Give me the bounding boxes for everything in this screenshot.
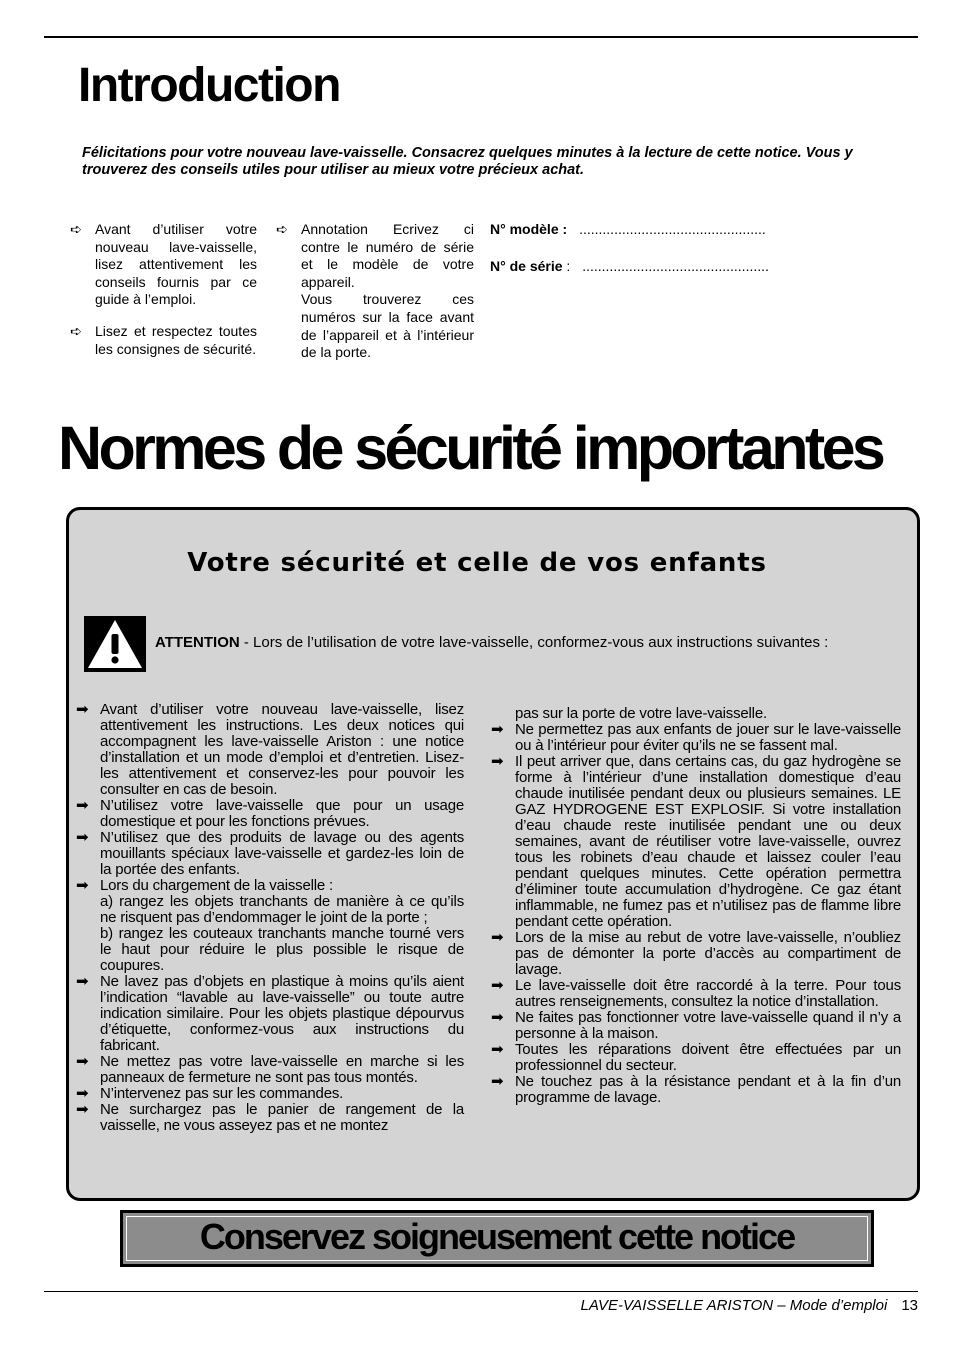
serial-label: N° de série <box>490 258 563 274</box>
safety-item <box>76 798 464 830</box>
intro-annotation <box>276 221 474 291</box>
safety-box-heading: Votre sécurité et celle de vos enfants <box>187 548 767 578</box>
keep-notice-text: Conservez soigneusement cette notice <box>199 1216 795 1257</box>
safety-item-text: Lors du chargement de la vaisselle : <box>100 877 333 894</box>
intro-bullet <box>70 221 257 309</box>
safety-item <box>491 722 901 754</box>
intro-bullet-text: Lisez et respectez toutes les consignes de sécurité. <box>95 322 257 357</box>
loading-step-a: a) rangez les objets tranchants de manière à ce qu’ils ne risquent pas d’endommager le joint de la porte ; <box>100 893 464 926</box>
safety-list-left <box>76 702 464 1134</box>
attention-label: ATTENTION <box>155 634 240 651</box>
arrow-right-icon: ➡ <box>491 1073 504 1090</box>
safety-item-text: Ne surchargez pas le panier de rangement de la vaisselle, ne vous asseyez pas et ne montez <box>100 1101 464 1134</box>
model-dots: ................................................ <box>579 221 766 237</box>
arrow-right-icon: ➡ <box>491 929 504 946</box>
attention-notice <box>155 634 875 652</box>
safety-item-text: Le lave-vaisselle doit être raccordé à la terre. Pour tous autres renseignements, consultez la notice d’installation. <box>515 977 901 1010</box>
bottom-rule <box>44 1291 918 1292</box>
page-footer <box>580 1297 918 1314</box>
serial-dots: ................................................ <box>582 258 769 274</box>
safety-item <box>491 1042 901 1074</box>
safety-item <box>76 974 464 1054</box>
safety-item <box>76 702 464 798</box>
arrow-right-icon: ➡ <box>76 877 89 894</box>
arrow-right-icon: ➡ <box>76 829 89 846</box>
top-rule <box>44 36 918 38</box>
safety-item-text: Ne faites pas fonctionner votre lave-vaisselle quand il n’y a personne à la maison. <box>515 1009 901 1042</box>
arrow-right-icon: ➡ <box>76 973 89 990</box>
intro-column-1 <box>70 221 257 358</box>
safety-continuation: pas sur la porte de votre lave-vaisselle. <box>515 705 767 722</box>
safety-item-text: Ne permettez pas aux enfants de jouer sur le lave-vaisselle ou à l’intérieur pour éviter qu’ils ne se fassent mal. <box>515 721 901 754</box>
arrow-right-icon: ➡ <box>491 1041 504 1058</box>
loading-step-b: b) rangez les couteaux tranchants manche tourné vers le haut pour réduire le plus possible le risque de coupures. <box>100 925 464 974</box>
intro-bullet <box>70 323 257 358</box>
annotation-text-2: Vous trouverez ces numéros sur la face avant de l’appareil et à l’intérieur de la porte. <box>301 291 474 361</box>
safety-item <box>76 1054 464 1086</box>
safety-item <box>76 1086 464 1102</box>
arrow-right-icon: ➡ <box>76 1101 89 1118</box>
safety-item-text: Ne touchez pas à la résistance pendant et à la fin d’un programme de lavage. <box>515 1073 901 1106</box>
safety-item-text: Ne mettez pas votre lave-vaisselle en marche si les panneaux de fermeture ne sont pas tous montés. <box>100 1053 464 1086</box>
safety-item-text: Lors de la mise au rebut de votre lave-vaisselle, n’oubliez pas de démonter la porte d’accès au compartiment de lavage. <box>515 929 901 978</box>
hand-arrow-icon: ➪ <box>70 221 82 237</box>
hand-arrow-icon: ➪ <box>70 322 82 339</box>
safety-item <box>491 1010 901 1042</box>
arrow-right-icon: ➡ <box>491 977 504 994</box>
intro-column-2 <box>276 221 474 362</box>
footer-title: LAVE-VAISSELLE ARISTON – Mode d’emploi <box>580 1297 888 1314</box>
arrow-right-icon: ➡ <box>76 1085 89 1102</box>
safety-item-text: Il peut arriver que, dans certains cas, du gaz hydrogène se forme à l’intérieur d’une installation domestique d’eau chaude inutilisée pendant deux ou plusieurs semaines. LE GAZ HYDROGENE EST EXPLOSIF. Si votre installation d’eau chaude reste inutilisée pendant une ou deux semaines, avant de réutiliser votre lave-vaisselle, ouvrez tous les robinets d’eau chaude et laissez couler l’eau pendant quelques minutes. Cette opération permettra d’éliminer toute accumulation d’hydrogène. Ce gaz étant inflammable, ne fumez pas et n’utilisez pas de flamme libre pendant cette opération. <box>515 753 901 930</box>
intro-lead: Félicitations pour votre nouveau lave-vaisselle. Consacrez quelques minutes à la lecture de cette notice. Vous y trouverez des conseils utiles pour utiliser au mieux votre précieux achat. <box>82 145 853 178</box>
safety-item <box>76 878 464 894</box>
arrow-right-icon: ➡ <box>76 701 89 718</box>
section-title: Normes de sécurité importantes <box>58 414 883 482</box>
model-label: N° modèle : <box>490 221 568 237</box>
safety-item <box>76 830 464 878</box>
page-number: 13 <box>901 1297 918 1314</box>
arrow-right-icon: ➡ <box>491 753 504 770</box>
serial-colon: : <box>562 258 571 274</box>
safety-item-text: N’utilisez votre lave-vaisselle que pour un usage domestique et pour les fonctions prévues. <box>100 797 464 830</box>
safety-item-text: Toutes les réparations doivent être effectuées par un professionnel du secteur. <box>515 1041 901 1074</box>
safety-item <box>491 930 901 978</box>
arrow-right-icon: ➡ <box>76 797 89 814</box>
attention-text: - Lors de l’utilisation de votre lave-vaisselle, conformez-vous aux instructions suivantes : <box>239 634 829 651</box>
safety-item-text: N’intervenez pas sur les commandes. <box>100 1085 344 1102</box>
safety-item <box>491 978 901 1010</box>
arrow-right-icon: ➡ <box>491 1009 504 1026</box>
model-number-line <box>490 221 766 237</box>
safety-item-text: Avant d’utiliser votre nouveau lave-vaisselle, lisez attentivement les instructions. Les deux notices qui accompagnent les lave-vaisselle Ariston : une notice d’installation et un mode d’emploi et d’entretien. Lisez-les attentivement et conservez-les pour pouvoir les consulter en cas de besoin. <box>100 701 464 798</box>
safety-list-right <box>491 706 901 1106</box>
serial-number-line <box>490 258 769 274</box>
page-title: Introduction <box>78 59 340 112</box>
arrow-right-icon: ➡ <box>76 1053 89 1070</box>
intro-bullet-text: Avant d’utiliser votre nouveau lave-vaisselle, lisez attentivement les conseils fournis par ce guide à l’emploi. <box>95 221 257 308</box>
safety-item-text: Ne lavez pas d’objets en plastique à moins qu’ils aient l’indication “lavable au lave-vaisselle” ou toute autre indication similaire. Pour les objets plastique dépourvus d’étiquette, conformez-vous aux instructions du fabricant. <box>100 973 464 1054</box>
intro-annotation-2 <box>276 291 474 361</box>
arrow-right-icon: ➡ <box>491 721 504 738</box>
safety-item-text: N’utilisez que des produits de lavage ou des agents mouillants spéciaux lave-vaisselle et gardez-les loin de la portée des enfants. <box>100 829 464 878</box>
hand-arrow-icon: ➪ <box>276 221 288 237</box>
safety-item <box>491 1074 901 1106</box>
safety-item <box>491 754 901 930</box>
annotation-text: Annotation Ecrivez ci contre le numéro de série et le modèle de votre appareil. <box>301 221 474 290</box>
safety-item <box>76 1102 464 1134</box>
warning-icon <box>84 616 146 672</box>
